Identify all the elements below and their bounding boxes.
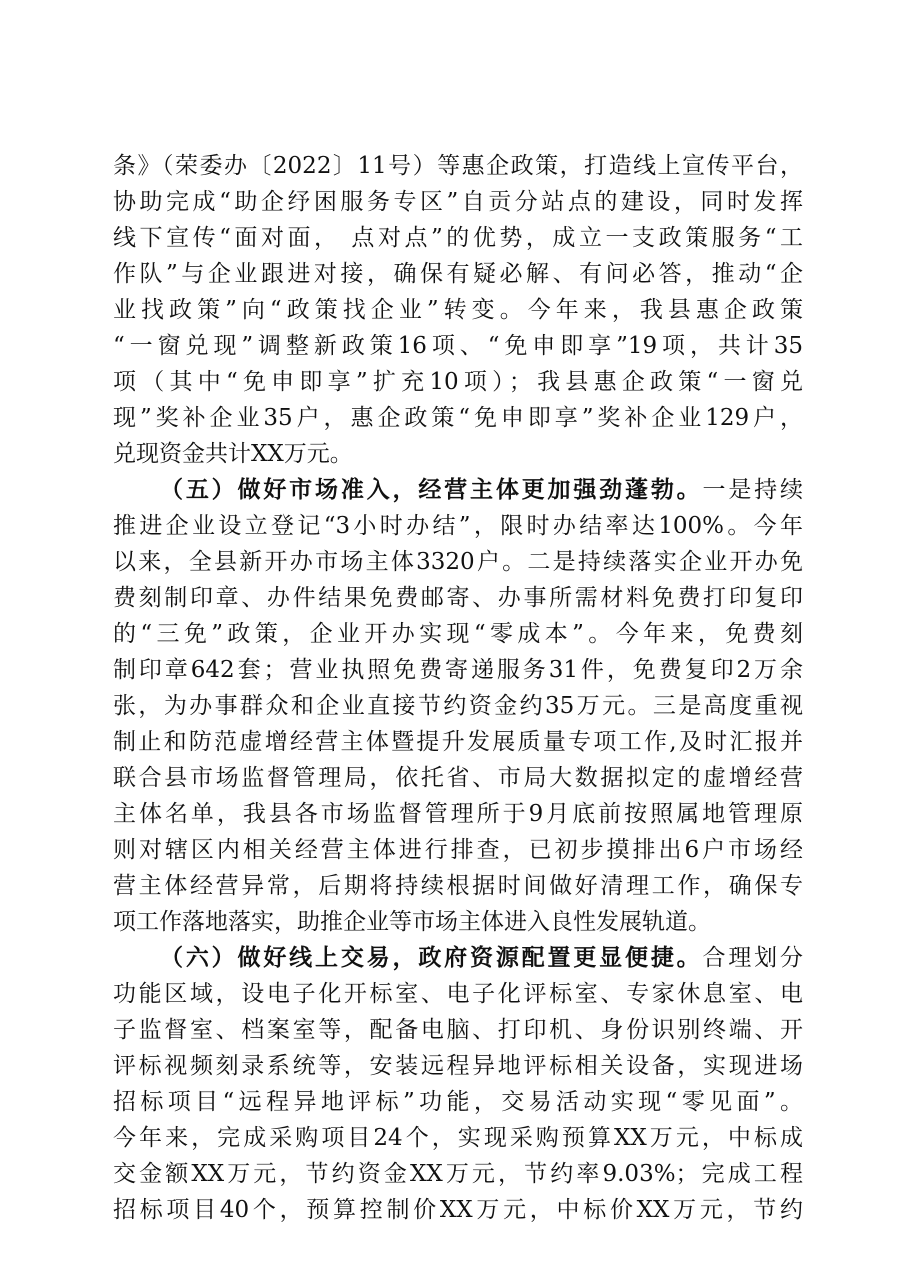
text-line: 兑现资金共计XX万元。 bbox=[113, 441, 353, 467]
text-line: 今年来，完成采购项目24个，实现采购预算XX万元，中标成 bbox=[113, 1125, 803, 1151]
text-line: 招标项目“远程异地评标”功能，交易活动实现“零见面”。 bbox=[113, 1089, 803, 1115]
text-line: 推进企业设立登记“3小时办结”，限时办结率达100%。今年 bbox=[113, 513, 803, 539]
text-fragment: 一是持续 bbox=[702, 477, 804, 503]
paragraph-6-first-line bbox=[113, 940, 803, 976]
text-line: 主体名单，我县各市场监督管理所于9月底前按照属地管理原 bbox=[113, 801, 803, 827]
text-line: 现”奖补企业35户，惠企政策“免申即享”奖补企业129户， bbox=[113, 405, 803, 431]
text-line: 业找政策”向“政策找企业”转变。今年来，我县惠企政策 bbox=[113, 297, 803, 323]
text-line: 项工作落地落实，助推企业等市场主体进入良性发展轨道。 bbox=[113, 909, 711, 935]
text-line: 线下宣传“面对面， 点对点”的优势，成立一支政策服务“工 bbox=[113, 225, 803, 251]
text-line: “一窗兑现”调整新政策16项、“免申即享”19项，共计35 bbox=[113, 333, 803, 359]
text-line: 则对辖区内相关经营主体进行排查，已初步摸排出6户市场经 bbox=[113, 837, 803, 863]
text-line: 制止和防范虚增经营主体暨提升发展质量专项工作,及时汇报并 bbox=[113, 729, 803, 755]
text-line: 联合县市场监督管理局，依托省、市局大数据拟定的虚增经营 bbox=[113, 765, 803, 791]
text-line: 子监督室、档案室等，配备电脑、打印机、身份识别终端、开 bbox=[113, 1017, 803, 1043]
text-line: 作队”与企业跟进对接，确保有疑必解、有问必答，推动“企 bbox=[113, 261, 803, 287]
text-line: 交金额XX万元，节约资金XX万元，节约率9.03%；完成工程 bbox=[113, 1161, 803, 1187]
text-line: 费刻制印章、办件结果免费邮寄、办事所需材料免费打印复印 bbox=[113, 585, 803, 611]
text-line: 功能区域，设电子化开标室、电子化评标室、专家休息室、电 bbox=[113, 981, 803, 1007]
text-line: 制印章642套；营业执照免费寄递服务31件，免费复印2万余 bbox=[113, 657, 803, 683]
paragraph-5-first-line bbox=[113, 472, 803, 508]
text-line: 招标项目40个，预算控制价XX万元，中标价XX万元，节约 bbox=[113, 1197, 803, 1223]
text-fragment: 合理划分 bbox=[702, 945, 804, 971]
text-line: 营主体经营异常，后期将持续根据时间做好清理工作，确保专 bbox=[113, 873, 803, 899]
text-line: 评标视频刻录系统等，安装远程异地评标相关设备，实现进场 bbox=[113, 1053, 803, 1079]
text-line: 项（其中“免申即享”扩充10项）；我县惠企政策“一窗兑 bbox=[113, 369, 803, 395]
section-heading-6: （六）做好线上交易，政府资源配置更显便捷。 bbox=[160, 944, 703, 971]
text-line: 条》（荣委办〔2022〕11号）等惠企政策，打造线上宣传平台， bbox=[113, 153, 803, 179]
document-body bbox=[113, 148, 803, 1228]
text-line: 协助完成“助企纾困服务专区”自贡分站点的建设，同时发挥 bbox=[113, 189, 803, 215]
text-line: 张，为办事群众和企业直接节约资金约35万元。三是高度重视 bbox=[113, 693, 803, 719]
text-line: 以来，全县新开办市场主体3320户。二是持续落实企业开办免 bbox=[113, 549, 803, 575]
section-heading-5: （五）做好市场准入，经营主体更加强劲蓬勃。 bbox=[160, 476, 703, 503]
text-line: 的“三免”政策，企业开办实现“零成本”。今年来，免费刻 bbox=[113, 621, 803, 647]
